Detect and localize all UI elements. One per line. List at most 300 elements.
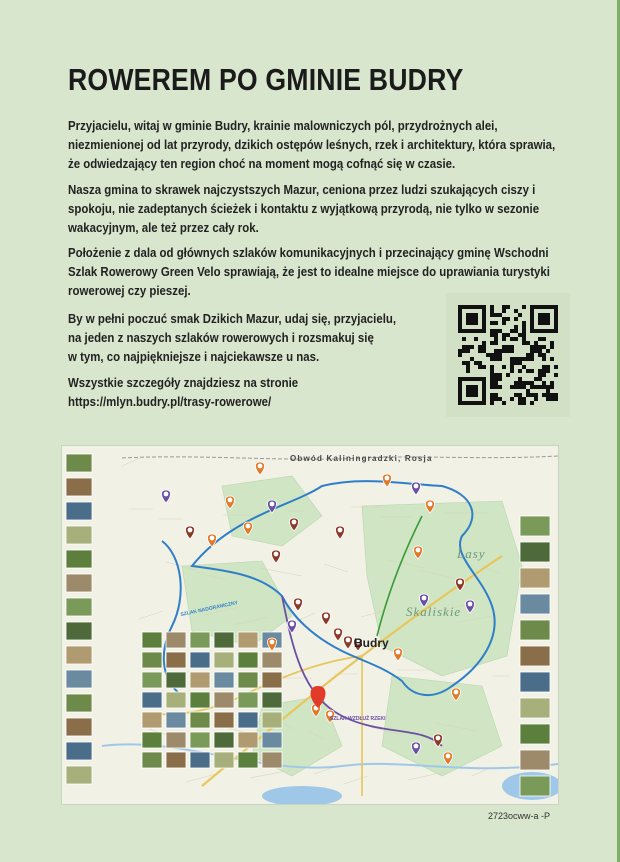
map-photo-thumbnail <box>166 652 186 668</box>
qr-module <box>470 321 474 325</box>
qr-module <box>506 349 510 353</box>
qr-module <box>554 373 558 377</box>
map-photo-thumbnail <box>238 692 258 708</box>
map-photo-thumbnail <box>66 478 92 496</box>
qr-module <box>482 389 486 393</box>
qr-module <box>550 341 554 345</box>
qr-module <box>478 345 482 349</box>
document-code: 2723ocww-a -P <box>488 811 551 821</box>
map-marker-dot <box>416 548 421 553</box>
qr-module <box>474 337 478 341</box>
qr-module <box>502 321 506 325</box>
qr-module <box>466 321 470 325</box>
qr-module <box>550 385 554 389</box>
qr-module <box>482 349 486 353</box>
map-photo-thumbnail <box>520 594 550 614</box>
qr-module <box>482 385 486 389</box>
qr-module <box>502 345 506 349</box>
map-photo-thumbnail <box>190 752 210 768</box>
qr-module <box>514 381 518 385</box>
qr-module <box>546 321 550 325</box>
qr-module <box>490 321 494 325</box>
qr-module <box>522 357 526 361</box>
qr-module <box>470 357 474 361</box>
qr-module <box>482 329 486 333</box>
qr-module <box>538 321 542 325</box>
map-photo-thumbnail <box>142 712 162 728</box>
map-photo-thumbnail <box>214 632 234 648</box>
qr-module <box>462 349 466 353</box>
qr-module <box>550 393 554 397</box>
map-photo-thumbnail <box>166 672 186 688</box>
map-marker-dot <box>428 502 433 507</box>
qr-module <box>502 401 506 405</box>
map-photo-thumbnail <box>520 542 550 562</box>
qr-module <box>514 317 518 321</box>
qr-module <box>542 305 546 309</box>
map-town-label: Budry <box>354 636 389 650</box>
invite-paragraph <box>68 309 438 366</box>
map-photo-thumbnail <box>142 672 162 688</box>
qr-module <box>498 349 502 353</box>
qr-module <box>554 305 558 309</box>
qr-module <box>546 329 550 333</box>
qr-module <box>542 317 546 321</box>
qr-module <box>522 337 526 341</box>
qr-module <box>542 321 546 325</box>
qr-module <box>554 317 558 321</box>
qr-module <box>506 333 510 337</box>
qr-module <box>546 365 550 369</box>
qr-module <box>534 393 538 397</box>
qr-module <box>466 317 470 321</box>
qr-module <box>530 385 534 389</box>
qr-module <box>510 329 514 333</box>
qr-module <box>466 349 470 353</box>
map-photo-thumbnail <box>166 752 186 768</box>
map-photo-thumbnail <box>520 698 550 718</box>
qr-module <box>530 349 534 353</box>
qr-module <box>526 369 530 373</box>
qr-module <box>542 373 546 377</box>
qr-module <box>550 305 554 309</box>
invite-line: By w pełni poczuć smak Dzikich Mazur, udaj się, przyjacielu, <box>68 311 397 326</box>
map-marker-dot <box>164 492 169 497</box>
qr-module <box>462 361 466 365</box>
map-photo-thumbnail <box>214 672 234 688</box>
qr-module <box>530 317 534 321</box>
qr-module <box>498 385 502 389</box>
map-photo-thumbnail <box>262 672 282 688</box>
map-photo-thumbnail <box>238 712 258 728</box>
qr-module <box>470 401 474 405</box>
qr-module <box>474 329 478 333</box>
qr-module <box>482 345 486 349</box>
qr-module <box>554 313 558 317</box>
qr-module <box>542 365 546 369</box>
map-photo-thumbnail <box>238 632 258 648</box>
qr-module <box>490 397 494 401</box>
qr-module <box>522 325 526 329</box>
map-marker-dot <box>436 736 441 741</box>
qr-module <box>538 377 542 381</box>
map-marker-dot <box>228 498 233 503</box>
qr-module <box>490 365 494 369</box>
map-area-label: Skaliskie <box>406 604 462 619</box>
qr-module <box>466 385 470 389</box>
qr-module <box>554 325 558 329</box>
qr-module <box>466 313 470 317</box>
qr-module <box>470 389 474 393</box>
qr-module <box>530 321 534 325</box>
qr-module <box>466 389 470 393</box>
qr-module <box>474 401 478 405</box>
map-photo-thumbnail <box>520 620 550 640</box>
qr-module <box>498 313 502 317</box>
qr-module <box>458 353 462 357</box>
qr-module <box>498 357 502 361</box>
qr-module <box>458 401 462 405</box>
qr-module <box>482 397 486 401</box>
qr-module <box>530 325 534 329</box>
qr-module <box>466 369 470 373</box>
qr-module <box>530 393 534 397</box>
qr-module <box>534 345 538 349</box>
qr-module <box>518 397 522 401</box>
qr-module <box>494 321 498 325</box>
map-photo-thumbnail <box>66 718 92 736</box>
qr-module <box>522 305 526 309</box>
qr-module <box>502 309 506 313</box>
qr-module <box>458 393 462 397</box>
qr-module <box>554 393 558 397</box>
qr-module <box>494 329 498 333</box>
map-marker-dot <box>338 528 343 533</box>
qr-module <box>470 313 474 317</box>
qr-module <box>506 305 510 309</box>
map-border-label: Obwód Kaliningradzki, Rosja <box>290 454 433 463</box>
qr-module <box>490 309 494 313</box>
map-marker-dot <box>188 528 193 533</box>
qr-module <box>462 337 466 341</box>
qr-module <box>478 305 482 309</box>
map-photo-thumbnail <box>166 632 186 648</box>
map-marker-dot <box>414 744 419 749</box>
qr-module <box>458 321 462 325</box>
qr-module <box>518 357 522 361</box>
qr-module <box>522 329 526 333</box>
map-marker-dot <box>458 580 463 585</box>
qr-module <box>458 349 462 353</box>
map-photo-thumbnail <box>262 732 282 748</box>
qr-module <box>550 397 554 401</box>
qr-module <box>470 305 474 309</box>
qr-module <box>518 385 522 389</box>
qr-module <box>538 345 542 349</box>
qr-module <box>494 353 498 357</box>
map-photo-thumbnail <box>520 776 550 796</box>
qr-module <box>466 365 470 369</box>
qr-module <box>494 385 498 389</box>
qr-module <box>482 321 486 325</box>
qr-module <box>474 389 478 393</box>
qr-module <box>494 377 498 381</box>
qr-module <box>466 345 470 349</box>
qr-module <box>522 397 526 401</box>
qr-module <box>482 377 486 381</box>
map-photo-thumbnail <box>214 712 234 728</box>
qr-module <box>490 329 494 333</box>
qr-module <box>474 317 478 321</box>
qr-module <box>466 329 470 333</box>
qr-module <box>474 385 478 389</box>
paragraph-text: Położenie z dala od głównych szlaków komunikacyjnych i przecinający gminę Wschodni Szlak Rowerowy Green Velo sprawiają, że jest to idealne miejsce do uprawiania turystyki rowerowej czy pieszej. <box>68 245 550 298</box>
qr-module <box>530 329 534 333</box>
map-marker-dot <box>270 640 275 645</box>
qr-module <box>554 397 558 401</box>
qr-module <box>458 385 462 389</box>
qr-module <box>538 305 542 309</box>
map-photo-thumbnail <box>520 646 550 666</box>
qr-module <box>518 393 522 397</box>
qr-module <box>466 393 470 397</box>
qr-module <box>470 385 474 389</box>
qr-module <box>462 377 466 381</box>
map-marker-dot <box>290 622 295 627</box>
qr-module <box>490 401 494 405</box>
qr-module <box>534 341 538 345</box>
qr-module <box>490 305 494 309</box>
qr-module <box>542 385 546 389</box>
page-title: ROWEREM PO GMINIE BUDRY <box>68 62 464 97</box>
map-marker-dot <box>468 602 473 607</box>
map-photo-thumbnail <box>520 516 550 536</box>
qr-module <box>530 357 534 361</box>
qr-module <box>534 349 538 353</box>
map-photo-thumbnail <box>66 454 92 472</box>
qr-module <box>514 361 518 365</box>
map-photo-thumbnail <box>190 732 210 748</box>
map-marker-dot <box>292 520 297 525</box>
map-photo-thumbnail <box>214 652 234 668</box>
qr-module <box>494 357 498 361</box>
qr-module <box>514 309 518 313</box>
qr-module <box>506 345 510 349</box>
region-paragraph <box>68 180 561 237</box>
qr-module <box>458 317 462 321</box>
map-marker-dot <box>446 754 451 759</box>
qr-module <box>494 349 498 353</box>
qr-module <box>510 349 514 353</box>
qr-module <box>522 333 526 337</box>
qr-module <box>522 401 526 405</box>
qr-module <box>550 357 554 361</box>
map-marker-dot <box>324 614 329 619</box>
qr-module <box>510 397 514 401</box>
map-photo-thumbnail <box>520 750 550 770</box>
qr-module <box>494 373 498 377</box>
qr-module <box>526 389 530 393</box>
map-photo-thumbnail <box>66 670 92 688</box>
qr-module <box>494 337 498 341</box>
qr-module <box>522 385 526 389</box>
qr-module <box>550 381 554 385</box>
qr-module <box>466 361 470 365</box>
qr-module <box>538 313 542 317</box>
map-photo-thumbnail <box>190 712 210 728</box>
map-photo-thumbnail <box>66 646 92 664</box>
map-marker-dot <box>258 464 263 469</box>
map-marker-dot <box>454 690 459 695</box>
qr-module <box>490 369 494 373</box>
qr-module <box>478 365 482 369</box>
qr-module <box>542 381 546 385</box>
map-marker-dot <box>346 638 351 643</box>
qr-module <box>490 353 494 357</box>
map-marker-dot <box>246 524 251 529</box>
qr-module <box>494 397 498 401</box>
invite-line: na jeden z naszych szlaków rowerowych i rozsmakuj się <box>68 330 374 345</box>
qr-module <box>462 305 466 309</box>
qr-module <box>518 401 522 405</box>
qr-module <box>466 305 470 309</box>
qr-module <box>466 377 470 381</box>
qr-module <box>494 381 498 385</box>
qr-module <box>494 341 498 345</box>
map-photo-thumbnail <box>66 502 92 520</box>
qr-module <box>482 313 486 317</box>
map-photo-thumbnail <box>190 652 210 668</box>
qr-module <box>518 333 522 337</box>
qr-module <box>462 329 466 333</box>
qr-module <box>530 353 534 357</box>
qr-module <box>494 313 498 317</box>
qr-module <box>490 393 494 397</box>
qr-module <box>554 329 558 333</box>
qr-module <box>538 373 542 377</box>
qr-module <box>530 401 534 405</box>
qr-module <box>490 377 494 381</box>
qr-module <box>538 329 542 333</box>
qr-module <box>498 373 502 377</box>
map-photo-thumbnail <box>66 598 92 616</box>
qr-module <box>510 345 514 349</box>
qr-module <box>478 377 482 381</box>
map-photo-thumbnail <box>166 732 186 748</box>
qr-module <box>530 381 534 385</box>
qr-module <box>494 393 498 397</box>
map-photo-thumbnail <box>166 712 186 728</box>
qr-module <box>534 397 538 401</box>
qr-module <box>490 381 494 385</box>
qr-module <box>462 401 466 405</box>
qr-module <box>502 305 506 309</box>
map-photo-thumbnail <box>142 632 162 648</box>
qr-module <box>494 333 498 337</box>
map-photo-thumbnail <box>262 692 282 708</box>
map-trail-label: SZLAK NADGRANICZNY <box>180 599 239 619</box>
map-photo-thumbnail <box>142 692 162 708</box>
map-photo-thumbnail <box>262 712 282 728</box>
qr-module <box>538 353 542 357</box>
map-photo-thumbnail <box>520 568 550 588</box>
qr-module <box>490 313 494 317</box>
map-photo-thumbnail <box>214 752 234 768</box>
map-photo-thumbnail <box>238 652 258 668</box>
qr-module <box>470 317 474 321</box>
qr-module <box>542 357 546 361</box>
qr-module <box>478 361 482 365</box>
map-photo-thumbnail <box>66 622 92 640</box>
qr-module <box>474 377 478 381</box>
qr-module <box>538 337 542 341</box>
qr-module <box>514 325 518 329</box>
map-photo-thumbnail <box>214 692 234 708</box>
qr-module <box>490 373 494 377</box>
qr-module <box>522 365 526 369</box>
qr-code-icon[interactable] <box>458 305 558 405</box>
qr-module <box>518 381 522 385</box>
qr-module <box>478 401 482 405</box>
map-marker-dot <box>396 650 401 655</box>
qr-module <box>542 369 546 373</box>
qr-module <box>514 357 518 361</box>
qr-module <box>554 365 558 369</box>
qr-module <box>490 385 494 389</box>
qr-module <box>482 317 486 321</box>
qr-module <box>462 345 466 349</box>
map-photo-thumbnail <box>190 692 210 708</box>
qr-module <box>474 393 478 397</box>
qr-code-panel <box>446 293 570 417</box>
qr-module <box>478 349 482 353</box>
qr-module <box>530 345 534 349</box>
qr-module <box>526 381 530 385</box>
qr-module <box>470 329 474 333</box>
qr-module <box>514 337 518 341</box>
map-drawing <box>62 446 558 804</box>
qr-module <box>498 397 502 401</box>
qr-module <box>478 329 482 333</box>
map-marker-dot <box>296 600 301 605</box>
qr-module <box>502 333 506 337</box>
cycling-route-map <box>62 446 558 804</box>
map-marker-dot <box>385 476 390 481</box>
qr-module <box>522 341 526 345</box>
map-marker-dot <box>270 502 275 507</box>
website-link[interactable]: https://mlyn.budry.pl/trasy-rowerowe/ <box>68 394 272 409</box>
qr-module <box>522 321 526 325</box>
qr-module <box>482 341 486 345</box>
qr-module <box>538 369 542 373</box>
map-photo-thumbnail <box>66 694 92 712</box>
qr-module <box>550 345 554 349</box>
qr-module <box>506 373 510 377</box>
qr-module <box>526 393 530 397</box>
qr-module <box>518 369 522 373</box>
qr-module <box>482 365 486 369</box>
qr-module <box>510 361 514 365</box>
qr-module <box>458 313 462 317</box>
qr-module <box>526 341 530 345</box>
map-photo-thumbnail <box>262 752 282 768</box>
paragraph-text: Przyjacielu, witaj w gminie Budry, krainie malowniczych pól, przydrożnych alei, niezmienionej od lat przyrody, dzikich ostępów leśnych, rzek i architektury, która sprawia, że odwiedzający ten region choć na moment mogą cofnąć się w czasie. <box>68 118 556 171</box>
qr-module <box>538 317 542 321</box>
qr-module <box>458 309 462 313</box>
map-area-label: Lasy <box>457 546 486 561</box>
qr-module <box>542 353 546 357</box>
qr-module <box>546 397 550 401</box>
